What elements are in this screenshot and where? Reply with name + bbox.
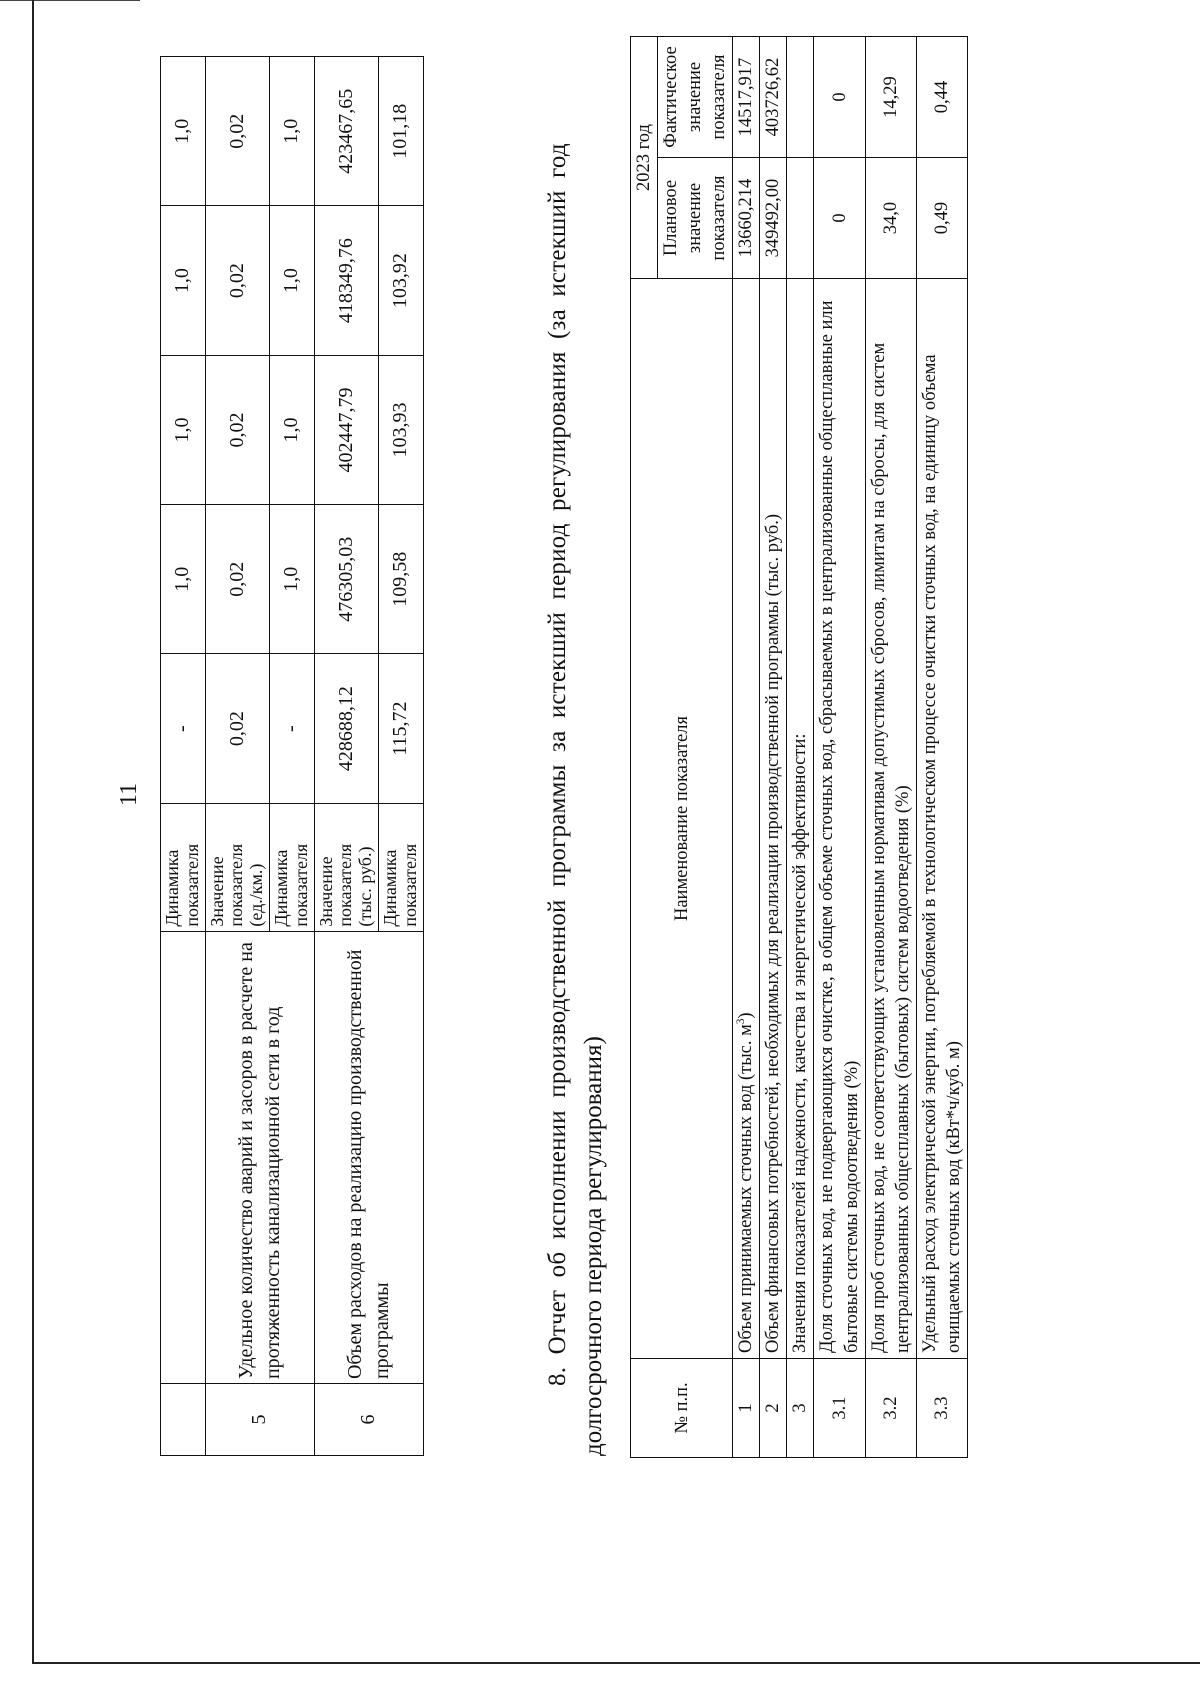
- table-row: 3.2 Доля проб сточных вод, не соответствующих установленным нормативам допустимых сбросов, лимитам на сбросы, для систем централизованных общесплавных (бытовых) систем водоотведения (%) 34,0 14,29: [865, 37, 916, 1458]
- table-row: Динамика показателя - 1,0 1,0 1,0 1,0: [161, 57, 206, 1456]
- col-plan-header: Плановое значение показателя: [658, 158, 733, 279]
- col-name-header: Наименование показателя: [631, 279, 733, 1359]
- table-row: 3.3 Удельный расход электрической энергии, потребляемой в технологическом процессе очистки сточных вод, на единицу объема очищаемых сточных вод (кВт*ч/куб. м) 0,49 0,44: [916, 37, 967, 1458]
- table-header-row: [631, 37, 658, 1458]
- table-row: 6 Объем расходов на реализацию производственной программы Значение показателя (тыс. руб.) 428688,12 476305,03 402447,79 418349,76 423467,65: [314, 57, 378, 1456]
- indicators-table-continued: [160, 56, 424, 1456]
- col-num-header: № п.п.: [631, 1359, 733, 1458]
- table-row: Динамика показателя 115,72 109,58 103,93 103,92 101,18: [378, 57, 423, 1456]
- col-fact-header: Фактическое значение показателя: [658, 37, 733, 158]
- table-row: 3 Значения показателей надежности, качества и энергетической эффективности:: [787, 37, 814, 1458]
- section-heading-line-1: 8. Отчет об исполнении производственной программы за истекший период регулирования (за истекший год: [544, 143, 571, 1386]
- section-heading-line-2: долгосрочного периода регулирования): [580, 1036, 608, 1456]
- page-number: 11: [116, 782, 142, 806]
- table-row: 5 Удельное количество аварий и засоров в расчете на протяженность канализационной сети в год Значение показателя (ед./км.) 0,02 0,02 0,02 0,02 0,02: [205, 57, 269, 1456]
- year-header: 2023 год: [631, 37, 658, 279]
- section-heading: [540, 6, 613, 1456]
- table-row: Динамика показателя - 1,0 1,0 1,0 1,0: [269, 57, 314, 1456]
- table-row: 2 Объем финансовых потребностей, необходимых для реализации производственной программы (тыс. руб.) 349492,00 403726,62: [760, 37, 787, 1458]
- table-row: 3.1 Доля сточных вод, не подвергающихся очистке, в общем объеме сточных вод, сбрасываемых в централизованные общесплавные или бытовые системы водоотведения (%) 0 0: [814, 37, 865, 1458]
- program-report-table: [630, 36, 968, 1458]
- table-row: 1 Объем принимаемых сточных вод (тыс. $м^3$) 13660,214 14517,917: [733, 37, 760, 1458]
